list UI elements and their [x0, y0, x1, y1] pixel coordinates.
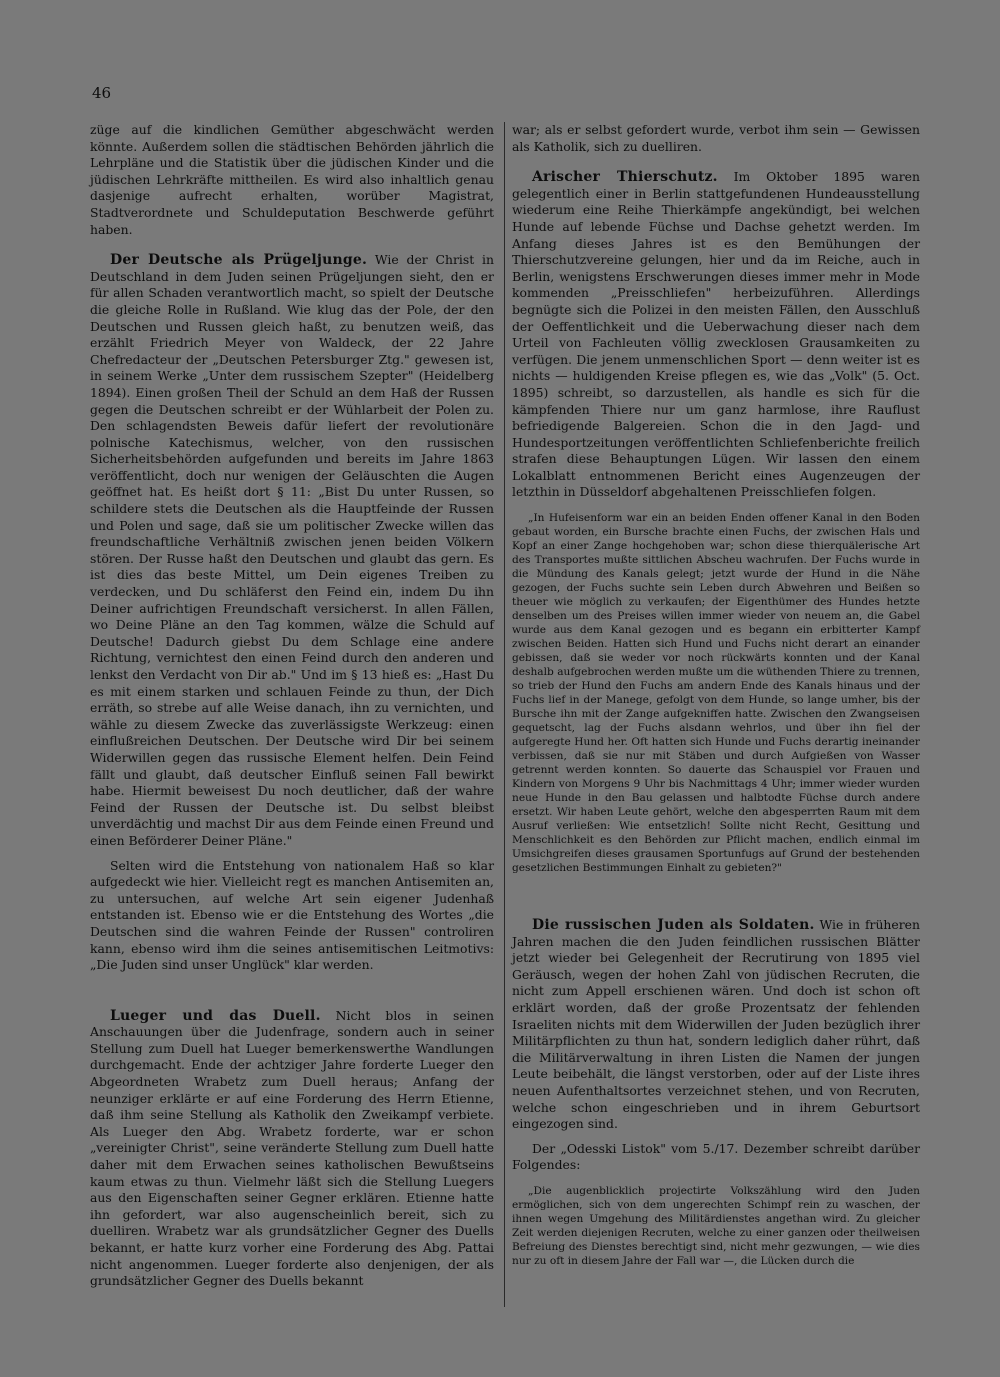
section-headline: Der Deutsche als Prügeljunge.: [110, 252, 368, 269]
section-lueger-duell: [90, 1008, 494, 1290]
section-headline: Die russischen Juden als Soldaten.: [532, 917, 815, 934]
section-text: Im Oktober 1895 waren gelegentlich einer in Berlin stattgefundenen Hundeausstellung wiederum eine Reihe Thierkämpfe angekündigt, bei welchen Hunde auf lebende Füchse und Dachse gehetzt werden. Im Anfang dieses Jahres ist es den Bemühungen der Thierschutzvereine gelungen, hier und da im Reiche, auch in Berlin, wenigstens Erschwerungen dieses immer mehr in Mode kommenden „Preisschliefen" herbeizuführen. Allerdings begnügte sich die Polizei in den meisten Fällen, den Ausschluß der Oeffentlichkeit und die Ueberwachung dieser nach dem Urteil von Fachleuten völlig zwecklosen Grausamkeiten zu verfügen. Die jenem unmenschlichen Sport — denn weiter ist es nichts — huldigenden Kreise pflegen es, wie das „Volk" (5. Oct. 1895) schreibt, so darzustellen, als handle es sich für die kämpfenden Thiere nur um ganz harmlose, ihre Rauflust befriedigende Balgereien. Schon die in den Jagd- und Hundesportzeitungen veröffentlichten Schliefenberichte freilich strafen diese Behauptungen Lügen. Wir lassen den einem Lokalblatt entnommenen Bericht eines Augenzeugen der letzthin in Düsseldorf abgehaltenen Preisschliefen folgen.: [512, 169, 920, 500]
left-intro-paragraph: züge auf die kindlichen Gemüther abgeschwächt werden könnte. Außerdem sollen die städtischen Behörden jährlich die Lehrpläne und die Statistik über die jüdischen Kinder und die jüdischen Lehrkräfte mittheilen. Es wird also inhaltlich genau dasjenige aufrecht erhalten, worüber Magistrat, Stadtverordnete und Schuldeputation Beschwerde geführt haben.: [90, 122, 494, 237]
section-pruegeljunge: [90, 252, 494, 974]
section-text: Wie in früheren Jahren machen die den Juden feindlichen russischen Blätter jetzt wieder bei Gelegenheit der Recrutirung von 1895 viel Geräusch, wegen der hohen Zahl von jüdischen Recruten, die nicht zum Appell erschienen wären. Und doch ist schon oft erklärt worden, daß der große Prozentsatz der fehlenden Israeliten nichts mit dem Widerwillen der Juden bezüglich ihrer Militärpflichten zu thun hat, sondern lediglich daher rührt, daß die Militärverwaltung in ihren Listen die Namen der jungen Leute beibehält, die längst verstorben, oder auf der Liste ihres neuen Aufenthaltsortes verzeichnet stehen, und von Recruten, welche schon eingeschrieben und in ihrem Geburtsort eingezogen sind.: [512, 917, 920, 1132]
section-paragraph: [512, 917, 920, 1133]
right-column: [512, 122, 920, 1284]
section-paragraph: [90, 1008, 494, 1290]
right-intro-paragraph: war; als er selbst gefordert wurde, verbot ihm sein — Gewissen als Katholik, sich zu duelliren.: [512, 122, 920, 154]
section-paragraph: [90, 252, 494, 849]
section-arischer-thierschutz: [512, 169, 920, 875]
section-text: Wie der Christ in Deutschland in dem Juden seinen Prügeljungen sieht, den er für allen Schaden verantwortlich macht, so spielt der Deutsche die gleiche Rolle in Rußland. Wie klug das der Pole, der den Deutschen und Russen gleich haßt, zu benutzen weiß, das erzählt Friedrich Meyer von Waldeck, der 22 Jahre Chefredacteur der „Deutschen Petersburger Ztg." gewesen ist, in seinem Werke „Unter dem russischem Szepter" (Heidelberg 1894). Einen großen Theil der Schuld an dem Haß der Russen gegen die Deutschen schreibt er der Wühlarbeit der Polen zu. Den schlagendsten Beweis dafür liefert der revolutionäre polnische Katechismus, welcher, von den russischen Sicherheitsbehörden aufgefunden und bereits im Jahre 1863 veröffentlicht, doch nur wenigen der Geläuschten die Augen geöffnet hat. Es heißt dort § 11: „Bist Du unter Russen, so schildere stets die Deutschen als die Hauptfeinde der Russen und Polen und sage, daß sie um politischer Zwecke willen das freundschaftliche Verhältniß zwischen jenen beiden Völkern stören. Der Russe haßt den Deutschen und glaubt das gern. Es ist dies das beste Mittel, um Dein eigenes Treiben zu verdecken, und Du schläferst den Feind ein, indem Du ihn Deiner aufrichtigen Freundschaft versicherst. In allen Fällen, wo Deine Pläne an den Tag kommen, wälze die Schuld auf Deutsche! Dadurch giebst Du dem Schlage eine andere Richtung, vernichtest den einen Feind durch den anderen und lenkst den Verdacht von Dir ab." Und im § 13 hieß es: „Hast Du es mit einem starken und schlauen Feinde zu thun, der Dich erräth, so strebe auf alle Weise danach, ihn zu vernichten, und wähle zu diesem Zwecke das zuverlässigste Werkzeug: einen einflußreichen Deutschen. Der Deutsche wird Dir bei seinem Widerwillen gegen das russische Element helfen. Dein Feind fällt und glaubt, daß deutscher Einfluß seinen Fall bewirkt habe. Hiermit beweisest Du noch deutlicher, daß der wahre Feind der Russen der Deutsche ist. Du selbst bleibst unverdächtig und machst Dir aus dem Feinde einen Freund und einen Beförderer Deiner Pläne.": [90, 252, 494, 848]
page-number: 46: [92, 84, 112, 102]
section-text: Nicht blos in seinen Anschauungen über die Judenfrage, sondern auch in seiner Stellung zum Duell hat Lueger bemerkenswerthe Wandlungen durchgemacht. Ende der achtziger Jahre forderte Lueger den Abgeordneten Wrabetz zum Duell heraus; Anfang der neunziger erklärte er auf eine Forderung des Herrn Etienne, daß ihm seine Stellung als Katholik den Zweikampf verbiete. Als Lueger den Abg. Wrabetz forderte, war er schon „vereinigter Christ", seine veränderte Stellung zum Duell hatte daher mit dem Erwachen seines katholischen Bewußtseins kaum etwas zu thun. Vielmehr läßt sich die Stellung Luegers aus den Eigenschaften seiner Gegner erklären. Etienne hatte ihn gefordert, war also augenscheinlich bereit, sich zu duelliren. Wrabetz war als grundsätzlicher Gegner des Duells bekannt, er hatte kurz vorher eine Forderung des Abg. Pattai nicht angenommen. Lueger forderte also denjenigen, der als grundsätzlicher Gegner des Duells bekannt: [90, 1007, 494, 1289]
section-paragraph: [512, 169, 920, 501]
section-headline: Lueger und das Duell.: [110, 1007, 321, 1024]
block-quote: „Die augenblicklich projectirte Volkszählung wird den Juden ermöglichen, sich von dem ungerechten Schimpf rein zu waschen, der ihnen wegen Umgehung des Militärdienstes angethan wird. Zu gleicher Zeit werden diejenigen Recruten, welche zu einer ganzen oder theilweisen Befreiung des Dienstes berechtigt sind, nicht mehr gezwungen, — wie dies nur zu oft in diesem Jahre der Fall war —, die Lücken durch die: [512, 1184, 920, 1267]
section-paragraph: Der „Odesski Listok" vom 5./17. Dezember schreibt darüber Folgendes:: [512, 1140, 920, 1173]
block-quote: „In Hufeisenform war ein an beiden Enden offener Kanal in den Boden gebaut worden, ein Bursche brachte einen Fuchs, der zwischen Hals und Kopf an einer Zange hochgehoben war; schon diese thierquälerische Art des Transportes mußte sittlichen Abscheu wachrufen. Der Fuchs wurde in die Mündung des Kanals gelegt; jetzt wurde der Hund in die Nähe gezogen, der Fuchs suchte sein Leben durch Abwehren und Beißen so theuer wie möglich zu verkaufen; der Eigenthümer des Hundes hetzte denselben um des Preises willen immer wieder von neuem an, die Gabel wurde aus dem Kanal gezogen und es begann ein erbitterter Kampf zwischen Beiden. Hatten sich Hund und Fuchs nicht derart an einander gebissen, daß sie weder vor noch rückwärts konnten und der Kanal deshalb aufgebrochen werden mußte um die wüthenden Thiere zu trennen, so trieb der Hund den Fuchs am andern Ende des Kanals hinaus und der Fuchs lief in der Manege, gefolgt von dem Hunde, so lange umher, bis der Bursche ihn mit der Zange aufgekniffen hatte. Zwischen den Zwangseisen gequetscht, lag der Fuchs alsdann wehrlos, und über ihn fiel der aufgeregte Hund her. Oft hatten sich Hunde und Fuchs derartig ineinander verbissen, daß sie nur mit Stäben und durch Aufgießen von Wasser getrennt werden konnten. So dauerte das Schauspiel vor Frauen und Kindern von Morgens 9 Uhr bis Nachmittags 4 Uhr; immer wieder wurden neue Hunde in den Bau gelassen und halbtodte Füchse durch andere ersetzt. Wir haben Leute gehört, welche den abgesperrten Raum mit dem Ausruf verließen: Wie entsetzlich! Sollte nicht Recht, Gesittung und Menschlichkeit es den Behörden zur Pflicht machen, endlich einmal im Umsichgreifen dieses grausamen Sportunfugs auf Grund der bestehenden gesetzlichen Bestimmungen Einhalt zu gebieten?": [512, 512, 920, 875]
section-russische-juden: [512, 917, 920, 1268]
column-divider: [504, 122, 505, 1307]
left-column: [90, 122, 494, 1298]
section-paragraph: Selten wird die Entstehung von nationalem Haß so klar aufgedeckt wie hier. Vielleicht regt es manchen Antisemiten an, zu untersuchen, auf welche Art sein eigener Judenhaß entstanden ist. Ebenso wie er die Entstehung des Wortes „die Deutschen sind die wahren Feinde der Russen" controliren kann, ebenso wird ihm die seines antisemitischen Leitmotivs: „Die Juden sind unser Unglück" klar werden.: [90, 857, 494, 973]
section-headline: Arischer Thierschutz.: [532, 169, 718, 186]
